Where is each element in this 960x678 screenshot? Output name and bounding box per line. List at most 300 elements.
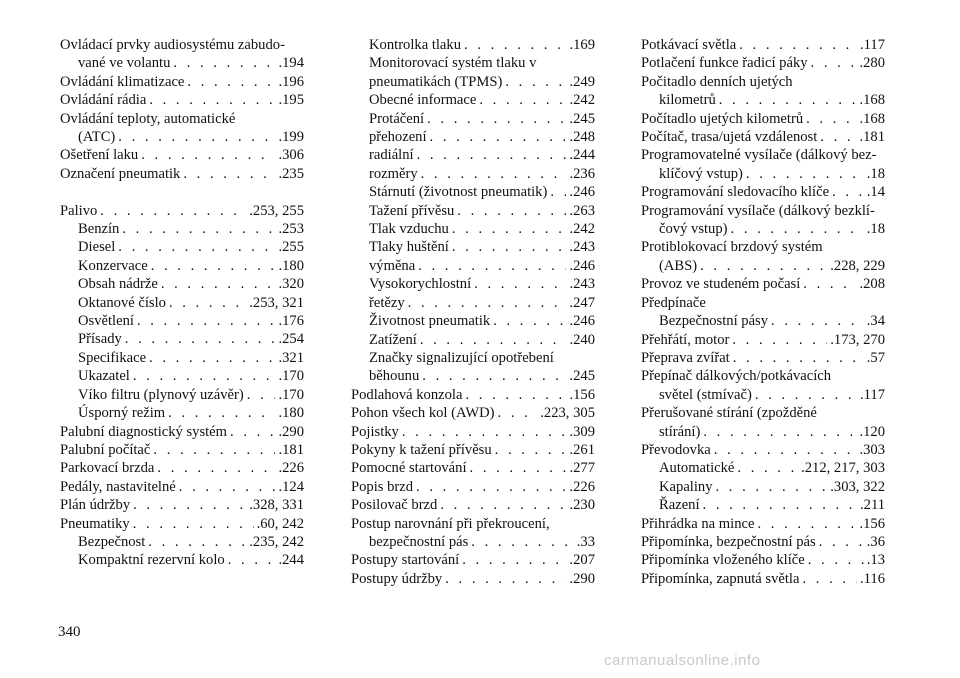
dot-leader: [421, 165, 567, 183]
entry-term-line: Přerušované stírání (zpožděné: [641, 405, 817, 422]
entry-term: Přihrádka na mince: [641, 515, 755, 532]
dot-leader: [100, 202, 246, 220]
index-entry: [641, 441, 885, 459]
index-entry: [60, 294, 304, 312]
dot-leader: [714, 441, 857, 459]
entry-page: .211: [860, 497, 885, 514]
index-entry: [60, 441, 304, 459]
entry-term: Pneumatiky: [60, 515, 130, 532]
entry-page: .57: [866, 349, 885, 366]
entry-term: Řazení: [659, 497, 700, 514]
dot-leader: [733, 349, 864, 367]
entry-page: .170: [278, 386, 304, 403]
dot-leader: [498, 404, 538, 422]
entry-term: (ABS): [659, 257, 698, 274]
entry-term: pneumatikách (TPMS): [369, 73, 503, 90]
entry-page: .245: [569, 110, 595, 127]
entry-term: Benzín: [78, 221, 120, 238]
index-entry: [60, 423, 304, 441]
dot-leader: [550, 183, 566, 201]
page-number: 340: [58, 624, 81, 640]
entry-page: .253, 255: [249, 202, 304, 219]
index-entry: [641, 73, 885, 110]
entry-page: .240: [569, 331, 595, 348]
index-entry: [641, 349, 885, 367]
entry-page: .243: [569, 276, 595, 293]
entry-term-line: Ovládání teploty, automatické: [60, 110, 236, 127]
dot-leader: [462, 551, 566, 569]
entry-page: .303, 322: [830, 478, 885, 495]
entry-page: .242: [569, 92, 595, 109]
entry-term: Připomínka, bezpečnostní pás: [641, 533, 816, 550]
index-entry: [351, 110, 595, 128]
entry-term: klíčový vstup): [659, 165, 743, 182]
dot-leader: [771, 312, 864, 330]
dot-leader: [169, 294, 246, 312]
entry-term: Tlaky huštění: [369, 239, 449, 256]
entry-page: .173, 270: [830, 331, 885, 348]
index-entry: [351, 91, 595, 109]
dot-leader: [228, 551, 276, 569]
entry-term: Tlak vzduchu: [369, 221, 449, 238]
index-entry: [60, 238, 304, 256]
entry-term: Potlačení funkce řadicí páky: [641, 55, 808, 72]
index-entry: [351, 275, 595, 293]
dot-leader: [737, 459, 798, 477]
entry-term-line: Počitadlo denních ujetých: [641, 73, 793, 90]
dot-leader: [157, 459, 275, 477]
dot-leader: [402, 423, 567, 441]
entry-term: Specifikace: [78, 349, 147, 366]
entry-page: .235, 242: [249, 533, 304, 550]
entry-page: .33: [576, 533, 595, 550]
index-entry: [60, 165, 304, 183]
index-column-3: [641, 36, 885, 588]
entry-term: Diesel: [78, 239, 116, 256]
entry-term: Zatížení: [369, 331, 417, 348]
entry-term: kilometrů: [659, 92, 716, 109]
index-entry: [641, 54, 885, 72]
dot-leader: [732, 331, 827, 349]
entry-term: Automatické: [659, 460, 735, 477]
index-entry: [351, 423, 595, 441]
dot-leader: [408, 294, 567, 312]
entry-term: Protáčení: [369, 110, 425, 127]
entry-page: .116: [860, 570, 885, 587]
dot-leader: [474, 275, 566, 293]
index-entry: [641, 294, 885, 312]
entry-page: .244: [569, 147, 595, 164]
entry-term: Pedály, nastavitelné: [60, 478, 176, 495]
entry-term: Víko filtru (plynový uzávěr): [78, 386, 244, 403]
index-entry: [60, 404, 304, 422]
entry-term-line: Ovládací prvky audiosystému zabudo-: [60, 37, 285, 53]
dot-leader: [802, 570, 857, 588]
entry-page: .253, 321: [249, 294, 304, 311]
entry-term-line: Protiblokovací brzdový systém: [641, 239, 823, 256]
dot-leader: [746, 165, 864, 183]
entry-page: .236: [569, 165, 595, 182]
index-entry: [351, 478, 595, 496]
dot-leader: [137, 312, 276, 330]
dot-leader: [464, 36, 566, 54]
entry-page: .247: [569, 294, 595, 311]
dot-leader: [465, 386, 566, 404]
index-entry: [60, 330, 304, 348]
entry-term: rozměry: [369, 165, 418, 182]
entry-page: .320: [278, 276, 304, 293]
dot-leader: [819, 533, 864, 551]
dot-leader: [153, 441, 275, 459]
dot-leader: [820, 128, 856, 146]
entry-page: .124: [278, 478, 304, 495]
dot-leader: [755, 386, 857, 404]
entry-term: Obecné informace: [369, 92, 477, 109]
entry-term-line: Monitorovací systém tlaku v: [369, 55, 537, 72]
index-entry: [60, 459, 304, 477]
dot-leader: [141, 146, 275, 164]
dot-leader: [122, 220, 275, 238]
entry-page: .176: [278, 313, 304, 330]
index-entry: [351, 257, 595, 275]
dot-leader: [179, 478, 276, 496]
index-entry: [641, 367, 885, 404]
dot-leader: [173, 54, 275, 72]
entry-term: přehození: [369, 129, 427, 146]
index-entry: [351, 496, 595, 514]
entry-page: .169: [569, 37, 595, 53]
dot-leader: [457, 202, 566, 220]
index-entry: [351, 146, 595, 164]
dot-leader: [420, 331, 567, 349]
entry-page: .261: [569, 441, 595, 458]
dot-leader: [161, 275, 276, 293]
entry-page: .34: [866, 313, 885, 330]
watermark: carmanualsonline.info: [604, 652, 761, 669]
entry-term: Popis brzd: [351, 478, 414, 495]
index-entry: [60, 36, 304, 73]
index-entry: [641, 275, 885, 293]
index-entry: [351, 128, 595, 146]
entry-term-line: Programovatelné vysílače (dálkový bez-: [641, 147, 877, 164]
entry-page: .235: [278, 165, 304, 182]
index-entry: [60, 73, 304, 91]
dot-leader: [452, 238, 567, 256]
entry-page: .168: [859, 92, 885, 109]
entry-page: .246: [569, 184, 595, 201]
entry-term: Postupy údržby: [351, 570, 443, 587]
dot-leader: [471, 533, 573, 551]
index-entry: [351, 349, 595, 386]
entry-term: Úsporný režim: [78, 405, 166, 422]
dot-leader: [452, 220, 567, 238]
entry-page: .280: [859, 55, 885, 72]
entry-page: .60, 242: [256, 515, 304, 532]
entry-page: .180: [278, 405, 304, 422]
index-entry: [351, 331, 595, 349]
index-entry: [60, 349, 304, 367]
entry-page: .242: [569, 221, 595, 238]
entry-term: Životnost pneumatik: [369, 313, 491, 330]
entry-term: Stárnutí (životnost pneumatik): [369, 184, 548, 201]
index-entry: [641, 404, 885, 441]
entry-page: .194: [278, 55, 304, 72]
index-entry: [641, 110, 885, 128]
entry-page: .208: [859, 276, 885, 293]
entry-page: .244: [278, 552, 304, 569]
entry-page: .254: [278, 331, 304, 348]
index-entry: [641, 36, 885, 54]
entry-term: Kapaliny: [659, 478, 713, 495]
index-entry: [60, 220, 304, 238]
dot-leader: [832, 183, 864, 201]
entry-page: .168: [859, 110, 885, 127]
entry-page: .199: [278, 129, 304, 146]
index-entry: [641, 128, 885, 146]
entry-page: .303: [859, 441, 885, 458]
dot-leader: [808, 551, 864, 569]
dot-leader: [149, 349, 275, 367]
entry-term: Osvětlení: [78, 313, 134, 330]
dot-leader: [700, 257, 827, 275]
index-entry: [60, 551, 304, 569]
entry-page: .120: [859, 423, 885, 440]
entry-term: Připomínka vloženého klíče: [641, 552, 805, 569]
entry-term: Převodovka: [641, 441, 711, 458]
entry-term-line: Programování vysílače (dálkový bezklí-: [641, 202, 875, 219]
entry-term: Ošetření laku: [60, 147, 139, 164]
entry-term: Přehřátí, motor: [641, 331, 730, 348]
entry-page: .290: [569, 570, 595, 587]
entry-page: .243: [569, 239, 595, 256]
entry-term: vané ve volantu: [78, 55, 171, 72]
entry-page: .230: [569, 497, 595, 514]
entry-term: běhounu: [369, 368, 420, 385]
dot-leader: [183, 165, 275, 183]
dot-leader: [133, 367, 276, 385]
index-entry: [351, 551, 595, 569]
entry-term: řetězy: [369, 294, 405, 311]
entry-page: .253: [278, 221, 304, 238]
entry-page: .226: [569, 478, 595, 495]
entry-term: Bezpečnostní pásy: [659, 313, 769, 330]
dot-leader: [440, 496, 566, 514]
index-entry: [60, 146, 304, 164]
dot-leader: [493, 312, 566, 330]
index-column-2: [351, 36, 595, 588]
entry-page: .277: [569, 460, 595, 477]
entry-term: Bezpečnost: [78, 533, 146, 550]
index-entry: [60, 275, 304, 293]
dot-leader: [149, 91, 275, 109]
entry-term: Postupy startování: [351, 552, 460, 569]
entry-page: .255: [278, 239, 304, 256]
dot-leader: [151, 257, 276, 275]
entry-term: Ovládání rádia: [60, 92, 147, 109]
dot-leader: [505, 73, 566, 91]
entry-term: (ATC): [78, 129, 116, 146]
entry-page: .249: [569, 73, 595, 90]
index-entry: [351, 312, 595, 330]
entry-page: .117: [860, 386, 885, 403]
entry-term: Pokyny k tažení přívěsu: [351, 441, 492, 458]
entry-term: Parkovací brzda: [60, 460, 155, 477]
index-entry: [641, 312, 885, 330]
index-entry: [351, 515, 595, 552]
dot-leader: [247, 386, 276, 404]
entry-page: .18: [866, 165, 885, 182]
index-entry: [641, 183, 885, 201]
index-entry: [351, 202, 595, 220]
entry-term: Plán údržby: [60, 497, 131, 514]
entry-term: Ukazatel: [78, 368, 130, 385]
entry-term: Podlahová konzola: [351, 386, 463, 403]
entry-page: .246: [569, 313, 595, 330]
index-entry: [641, 515, 885, 533]
entry-term-line: Značky signalizující opotřebení: [369, 349, 554, 366]
dot-leader: [806, 110, 856, 128]
entry-term: Kompaktní rezervní kolo: [78, 552, 225, 569]
index-entry: [351, 570, 595, 588]
entry-term: Palubní diagnostický systém: [60, 423, 228, 440]
entry-page: .181: [278, 441, 304, 458]
dot-leader: [168, 404, 275, 422]
dot-leader: [187, 73, 275, 91]
index-entry: [351, 459, 595, 477]
entry-term: Předpínače: [641, 294, 706, 311]
entry-term: Tažení přívěsu: [369, 202, 455, 219]
index-entry: [351, 220, 595, 238]
entry-page: .228, 229: [830, 257, 885, 274]
dot-leader: [118, 128, 275, 146]
dot-leader: [479, 91, 566, 109]
entry-page: .156: [569, 386, 595, 403]
entry-term: Obsah nádrže: [78, 276, 158, 293]
entry-term: Palivo: [60, 202, 98, 219]
index-entry: [641, 570, 885, 588]
dot-leader: [422, 367, 566, 385]
index-entry: [351, 386, 595, 404]
index-entry: [641, 496, 885, 514]
dot-leader: [133, 496, 246, 514]
entry-term: Počítač, trasa/ujetá vzdálenost: [641, 129, 818, 146]
entry-term: bezpečnostní pás: [369, 533, 469, 550]
index-entry: [60, 367, 304, 385]
entry-page: .328, 331: [249, 497, 304, 514]
dot-leader: [719, 91, 857, 109]
entry-term: radiální: [369, 147, 414, 164]
index-entry: [641, 551, 885, 569]
entry-term-line: Postup narovnání při překroucení,: [351, 515, 550, 532]
entry-term: Pohon všech kol (AWD): [351, 405, 495, 422]
dot-leader: [430, 128, 567, 146]
entry-page: .245: [569, 368, 595, 385]
entry-page: .263: [569, 202, 595, 219]
index-entry: [351, 183, 595, 201]
index-entry: [641, 238, 885, 275]
dot-leader: [757, 515, 856, 533]
dot-leader: [470, 459, 567, 477]
index-entry: [60, 533, 304, 551]
dot-leader: [445, 570, 566, 588]
entry-page: .180: [278, 257, 304, 274]
dot-leader: [230, 423, 275, 441]
entry-term: Oktanové číslo: [78, 294, 166, 311]
entry-page: .170: [278, 368, 304, 385]
dot-leader: [125, 330, 276, 348]
index-entry: [641, 459, 885, 477]
dot-leader: [811, 54, 857, 72]
index-entry: [60, 312, 304, 330]
entry-term: Posilovač brzd: [351, 497, 438, 514]
index-entry: [60, 478, 304, 496]
dot-leader: [417, 146, 567, 164]
entry-page: .306: [278, 147, 304, 164]
dot-leader: [418, 257, 566, 275]
entry-page: .321: [278, 349, 304, 366]
entry-page: .156: [859, 515, 885, 532]
index-entry: [641, 331, 885, 349]
dot-leader: [731, 220, 864, 238]
entry-term: Potkávací světla: [641, 37, 737, 53]
entry-page: .36: [866, 533, 885, 550]
entry-page: .195: [278, 92, 304, 109]
entry-term: Programování sledovacího klíče: [641, 184, 830, 201]
index-entry: [60, 202, 304, 220]
entry-term: světel (stmívač): [659, 386, 752, 403]
dot-leader: [148, 533, 246, 551]
index-entry: [351, 404, 595, 422]
dot-leader: [703, 496, 857, 514]
entry-page: .14: [866, 184, 885, 201]
entry-term: Přeprava zvířat: [641, 349, 730, 366]
index-entry: [351, 36, 595, 54]
index-entry: [60, 386, 304, 404]
entry-term: Připomínka, zapnutá světla: [641, 570, 800, 587]
entry-page: .181: [859, 129, 885, 146]
dot-leader: [803, 275, 856, 293]
index-entry: [641, 533, 885, 551]
entry-gap: [60, 183, 304, 201]
entry-term: stírání): [659, 423, 701, 440]
index-entry: [60, 91, 304, 109]
entry-page: .309: [569, 423, 595, 440]
entry-term: Přísady: [78, 331, 122, 348]
dot-leader: [427, 110, 566, 128]
entry-term: čový vstup): [659, 221, 728, 238]
entry-term: Kontrolka tlaku: [369, 37, 462, 53]
entry-term: Konzervace: [78, 257, 148, 274]
dot-leader: [118, 238, 275, 256]
entry-term: výměna: [369, 257, 416, 274]
index-entry: [641, 478, 885, 496]
index-entry: [351, 238, 595, 256]
entry-page: .226: [278, 460, 304, 477]
index-entry: [351, 441, 595, 459]
entry-page: .18: [866, 221, 885, 238]
dot-leader: [703, 423, 856, 441]
index-entry: [60, 257, 304, 275]
entry-term: Provoz ve studeném počasí: [641, 276, 801, 293]
dot-leader: [416, 478, 566, 496]
index-entry: [351, 165, 595, 183]
entry-page: .290: [278, 423, 304, 440]
dot-leader: [716, 478, 828, 496]
entry-term-line: Přepínač dálkových/potkávacích: [641, 368, 832, 385]
entry-page: .196: [278, 73, 304, 90]
index-column-1: [60, 36, 304, 570]
entry-term: Pomocné startování: [351, 460, 467, 477]
